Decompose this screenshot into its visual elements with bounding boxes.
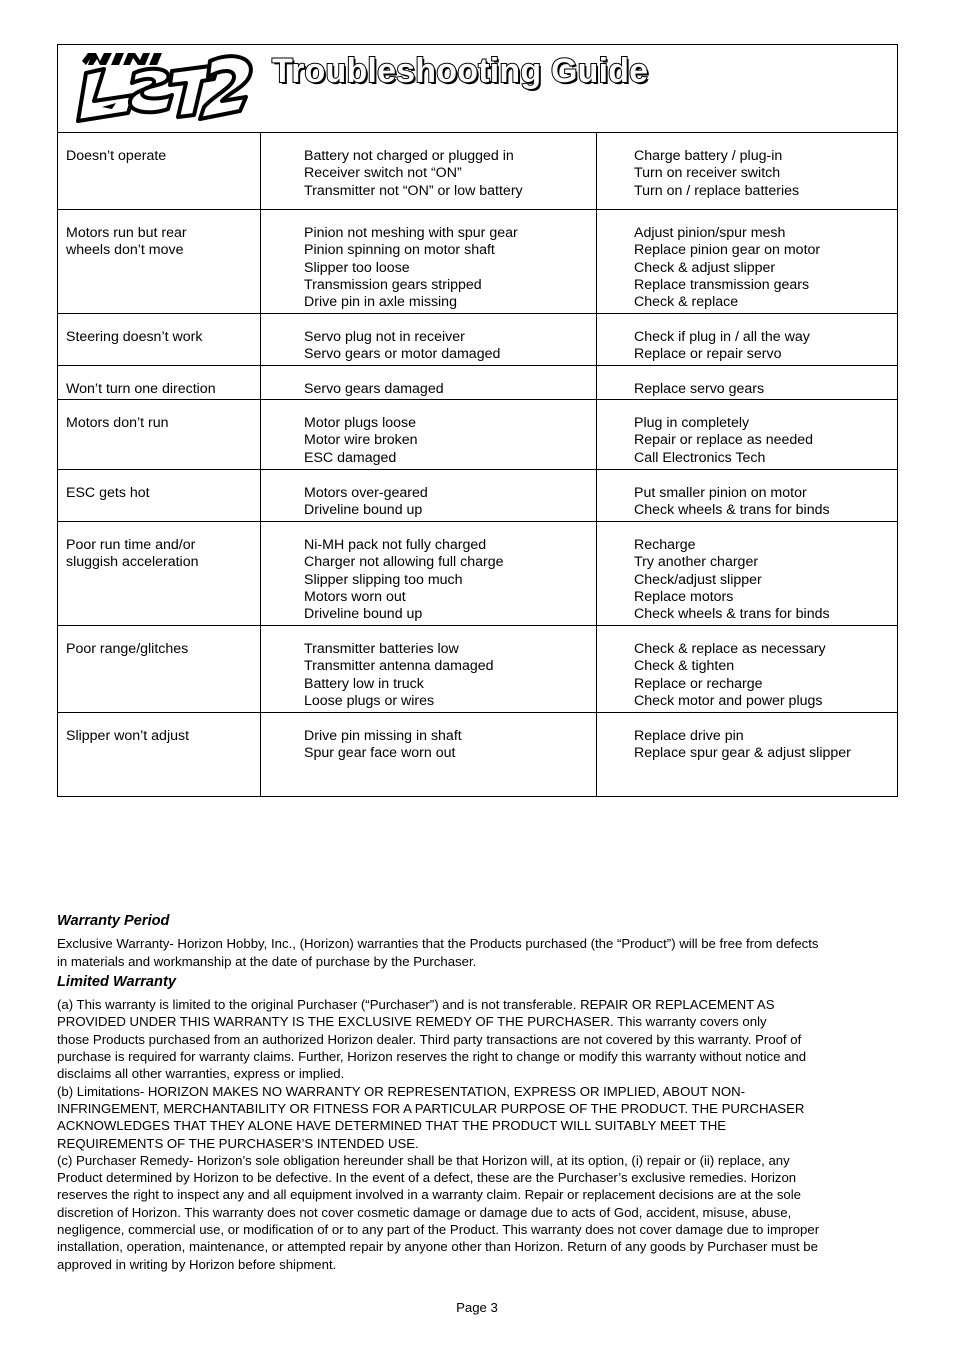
problem-cell bbox=[58, 400, 261, 470]
cause-text: Drive pin in axle missing bbox=[304, 294, 457, 311]
solution-text: Put smaller pinion on motor bbox=[634, 485, 807, 501]
problem-cell bbox=[58, 470, 261, 522]
cause-cell bbox=[261, 626, 597, 713]
cause-text: ESC damaged bbox=[304, 449, 397, 466]
warranty-text-line: Exclusive Warranty- Horizon Hobby, Inc., (Horizon) warranties that the Products purchased (the “Product”) will be free from defects bbox=[57, 936, 819, 952]
problem-cell bbox=[58, 626, 261, 713]
cause-text: Motors worn out bbox=[304, 588, 406, 605]
cause-text: Driveline bound up bbox=[304, 606, 423, 623]
solution-text: Check/adjust slipper bbox=[634, 571, 762, 588]
warranty-period-text bbox=[57, 935, 902, 970]
solution-cell bbox=[597, 314, 898, 366]
solution-cell bbox=[597, 210, 898, 314]
problem-text: Motors don’t run bbox=[66, 415, 169, 431]
cause-text: Ni-MH pack not fully charged bbox=[304, 537, 487, 553]
troubleshooting-row bbox=[58, 366, 898, 400]
cause-cell bbox=[261, 470, 597, 522]
solution-text: Check & replace bbox=[634, 294, 739, 311]
cause-cell bbox=[261, 366, 597, 400]
problem-text: Motors run but rear bbox=[66, 225, 187, 241]
solution-cell bbox=[597, 366, 898, 400]
title-row bbox=[58, 45, 898, 133]
cause-text: Receiver switch not “ON” bbox=[304, 165, 462, 182]
solution-text: Check motor and power plugs bbox=[634, 692, 823, 709]
cause-text: Transmission gears stripped bbox=[304, 276, 482, 293]
solution-cell bbox=[597, 400, 898, 470]
cause-text: Charger not allowing full charge bbox=[304, 554, 504, 571]
solution-text: Check wheels & trans for binds bbox=[634, 502, 830, 519]
cause-cell bbox=[261, 314, 597, 366]
cause-cell bbox=[261, 133, 597, 210]
problem-text: sluggish acceleration bbox=[66, 554, 199, 571]
troubleshooting-table bbox=[57, 44, 898, 797]
warranty-period-heading: Warranty Period bbox=[57, 913, 170, 929]
solution-text: Check & tighten bbox=[634, 658, 735, 675]
troubleshooting-row bbox=[58, 626, 898, 713]
cause-text: Pinion not meshing with spur gear bbox=[304, 225, 518, 241]
warranty-text-line: PROVIDED UNDER THIS WARRANTY IS THE EXCLUSIVE REMEDY OF THE PURCHASER. This warranty covers only bbox=[57, 1014, 767, 1030]
cause-text: Battery not charged or plugged in bbox=[304, 148, 514, 164]
title-cell bbox=[58, 45, 898, 133]
solution-text: Turn on / replace batteries bbox=[634, 182, 800, 199]
cause-text: Servo plug not in receiver bbox=[304, 329, 465, 345]
solution-text: Check wheels & trans for binds bbox=[634, 606, 830, 623]
problem-cell bbox=[58, 713, 261, 797]
cause-text: Transmitter antenna damaged bbox=[304, 658, 494, 675]
solution-text: Adjust pinion/spur mesh bbox=[634, 225, 786, 241]
troubleshooting-row bbox=[58, 133, 898, 210]
solution-cell bbox=[597, 713, 898, 797]
warranty-text-line: INFRINGEMENT, MERCHANTABILITY OR FITNESS FOR A PARTICULAR PURPOSE OF THE PRODUCT. THE PURCHASER bbox=[57, 1100, 805, 1116]
cause-cell bbox=[261, 400, 597, 470]
problem-text: Poor range/glitches bbox=[66, 641, 189, 657]
solution-cell bbox=[597, 470, 898, 522]
cause-text: Spur gear face worn out bbox=[304, 745, 456, 762]
page-title: Troubleshooting Guide bbox=[272, 52, 649, 90]
problem-cell bbox=[58, 210, 261, 314]
cause-text: Servo gears damaged bbox=[304, 381, 444, 397]
warranty-text-line: Product determined by Horizon to be defective. In the event of a defect, these are the Purchaser’s exclusive remedies. Horizon bbox=[57, 1170, 797, 1186]
solution-text: Replace servo gears bbox=[634, 381, 765, 397]
warranty-text-line: disclaims all other warranties, express or implied. bbox=[57, 1066, 345, 1082]
problem-cell bbox=[58, 133, 261, 210]
solution-text: Check & adjust slipper bbox=[634, 259, 776, 276]
solution-text: Check if plug in / all the way bbox=[634, 329, 810, 345]
warranty-text-line: (c) Purchaser Remedy- Horizon’s sole obligation hereunder shall be that Horizon will, at its option, (i) repair or (ii) replace, any bbox=[57, 1152, 790, 1168]
troubleshooting-row bbox=[58, 522, 898, 626]
troubleshooting-row bbox=[58, 400, 898, 470]
problem-text: Slipper won’t adjust bbox=[66, 728, 190, 744]
limited-warranty-text bbox=[57, 996, 902, 1273]
cause-text: Drive pin missing in shaft bbox=[304, 728, 462, 744]
cause-text: Transmitter not “ON” or low battery bbox=[304, 182, 523, 199]
solution-text: Charge battery / plug-in bbox=[634, 148, 783, 164]
solution-text: Turn on receiver switch bbox=[634, 165, 781, 182]
problem-text: Doesn’t operate bbox=[66, 148, 167, 164]
warranty-text-line: approved in writing by Horizon before shipment. bbox=[57, 1256, 337, 1272]
solution-text: Replace spur gear & adjust slipper bbox=[634, 745, 851, 762]
warranty-text-line: discretion of Horizon. This warranty does not cover cosmetic damage or damage due to acts of God, accident, misuse, abuse, bbox=[57, 1204, 792, 1220]
warranty-text-line: reserves the right to inspect any and all equipment involved in a warranty claim. Repair or replacement decisions are at the sole bbox=[57, 1187, 802, 1203]
warranty-text-line: those Products purchased from an authorized Horizon dealer. Third party transactions are not covered by this warranty. Proof of bbox=[57, 1031, 802, 1047]
cause-text: Slipper slipping too much bbox=[304, 571, 463, 588]
solution-text: Try another charger bbox=[634, 554, 759, 571]
problem-cell bbox=[58, 366, 261, 400]
cause-text: Motors over-geared bbox=[304, 485, 428, 501]
problem-text: Poor run time and/or bbox=[66, 537, 196, 553]
solution-text: Replace pinion gear on motor bbox=[634, 242, 821, 259]
cause-text: Transmitter batteries low bbox=[304, 641, 459, 657]
cause-text: Loose plugs or wires bbox=[304, 692, 435, 709]
mini-lst2-logo bbox=[72, 49, 256, 129]
solution-text: Replace transmission gears bbox=[634, 276, 810, 293]
problem-text: Steering doesn’t work bbox=[66, 329, 203, 345]
warranty-text-line: ACKNOWLEDGES THAT THEY ALONE HAVE DETERMINED THAT THE PRODUCT WILL SUITABLY MEET THE bbox=[57, 1118, 727, 1134]
solution-text: Replace or repair servo bbox=[634, 346, 782, 363]
cause-text: Pinion spinning on motor shaft bbox=[304, 242, 495, 259]
warranty-text-line: purchase is required for warranty claims. Further, Horizon reserves the right to change or modify this warranty without notice and bbox=[57, 1049, 807, 1065]
warranty-text-line: installation, operation, maintenance, or attempted repair by anyone other than Horizon. Return of any goods by Purchaser must be bbox=[57, 1239, 818, 1255]
solution-text: Replace or recharge bbox=[634, 675, 763, 692]
cause-cell bbox=[261, 522, 597, 626]
problem-text: ESC gets hot bbox=[66, 485, 150, 501]
solution-text: Call Electronics Tech bbox=[634, 449, 766, 466]
warranty-section bbox=[57, 913, 902, 1273]
cause-text: Driveline bound up bbox=[304, 502, 423, 519]
solution-text: Check & replace as necessary bbox=[634, 641, 826, 657]
problem-text: wheels don’t move bbox=[66, 242, 184, 259]
cause-text: Slipper too loose bbox=[304, 259, 410, 276]
problem-cell bbox=[58, 314, 261, 366]
cause-text: Motor plugs loose bbox=[304, 415, 416, 431]
solution-text: Plug in completely bbox=[634, 415, 750, 431]
solution-text: Replace motors bbox=[634, 588, 734, 605]
solution-text: Recharge bbox=[634, 537, 696, 553]
troubleshooting-row bbox=[58, 470, 898, 522]
solution-cell bbox=[597, 133, 898, 210]
warranty-text-line: in materials and workmanship at the date of purchase by the Purchaser. bbox=[57, 953, 477, 969]
problem-text: Won’t turn one direction bbox=[66, 381, 216, 397]
warranty-text-line: negligence, commercial use, or modification of or to any part of the Product. This warranty does not cover damage due to improper bbox=[57, 1222, 820, 1238]
troubleshooting-row bbox=[58, 713, 898, 797]
troubleshooting-row bbox=[58, 314, 898, 366]
troubleshooting-row bbox=[58, 210, 898, 314]
solution-cell bbox=[597, 522, 898, 626]
cause-text: Motor wire broken bbox=[304, 432, 418, 449]
solution-text: Replace drive pin bbox=[634, 728, 744, 744]
cause-text: Battery low in truck bbox=[304, 675, 424, 692]
page-number: Page 3 bbox=[456, 1300, 498, 1315]
warranty-text-line: REQUIREMENTS OF THE PURCHASER’S INTENDED USE. bbox=[57, 1135, 419, 1151]
cause-text: Servo gears or motor damaged bbox=[304, 346, 501, 363]
solution-text: Repair or replace as needed bbox=[634, 432, 814, 449]
cause-cell bbox=[261, 713, 597, 797]
warranty-text-line: (a) This warranty is limited to the original Purchaser (“Purchaser”) and is not transferable. REPAIR OR REPLACEMENT AS bbox=[57, 997, 775, 1013]
warranty-text-line: (b) Limitations- HORIZON MAKES NO WARRANTY OR REPRESENTATION, EXPRESS OR IMPLIED, ABOUT NON- bbox=[57, 1083, 746, 1099]
solution-cell bbox=[597, 626, 898, 713]
cause-cell bbox=[261, 210, 597, 314]
limited-warranty-heading: Limited Warranty bbox=[57, 973, 176, 990]
problem-cell bbox=[58, 522, 261, 626]
